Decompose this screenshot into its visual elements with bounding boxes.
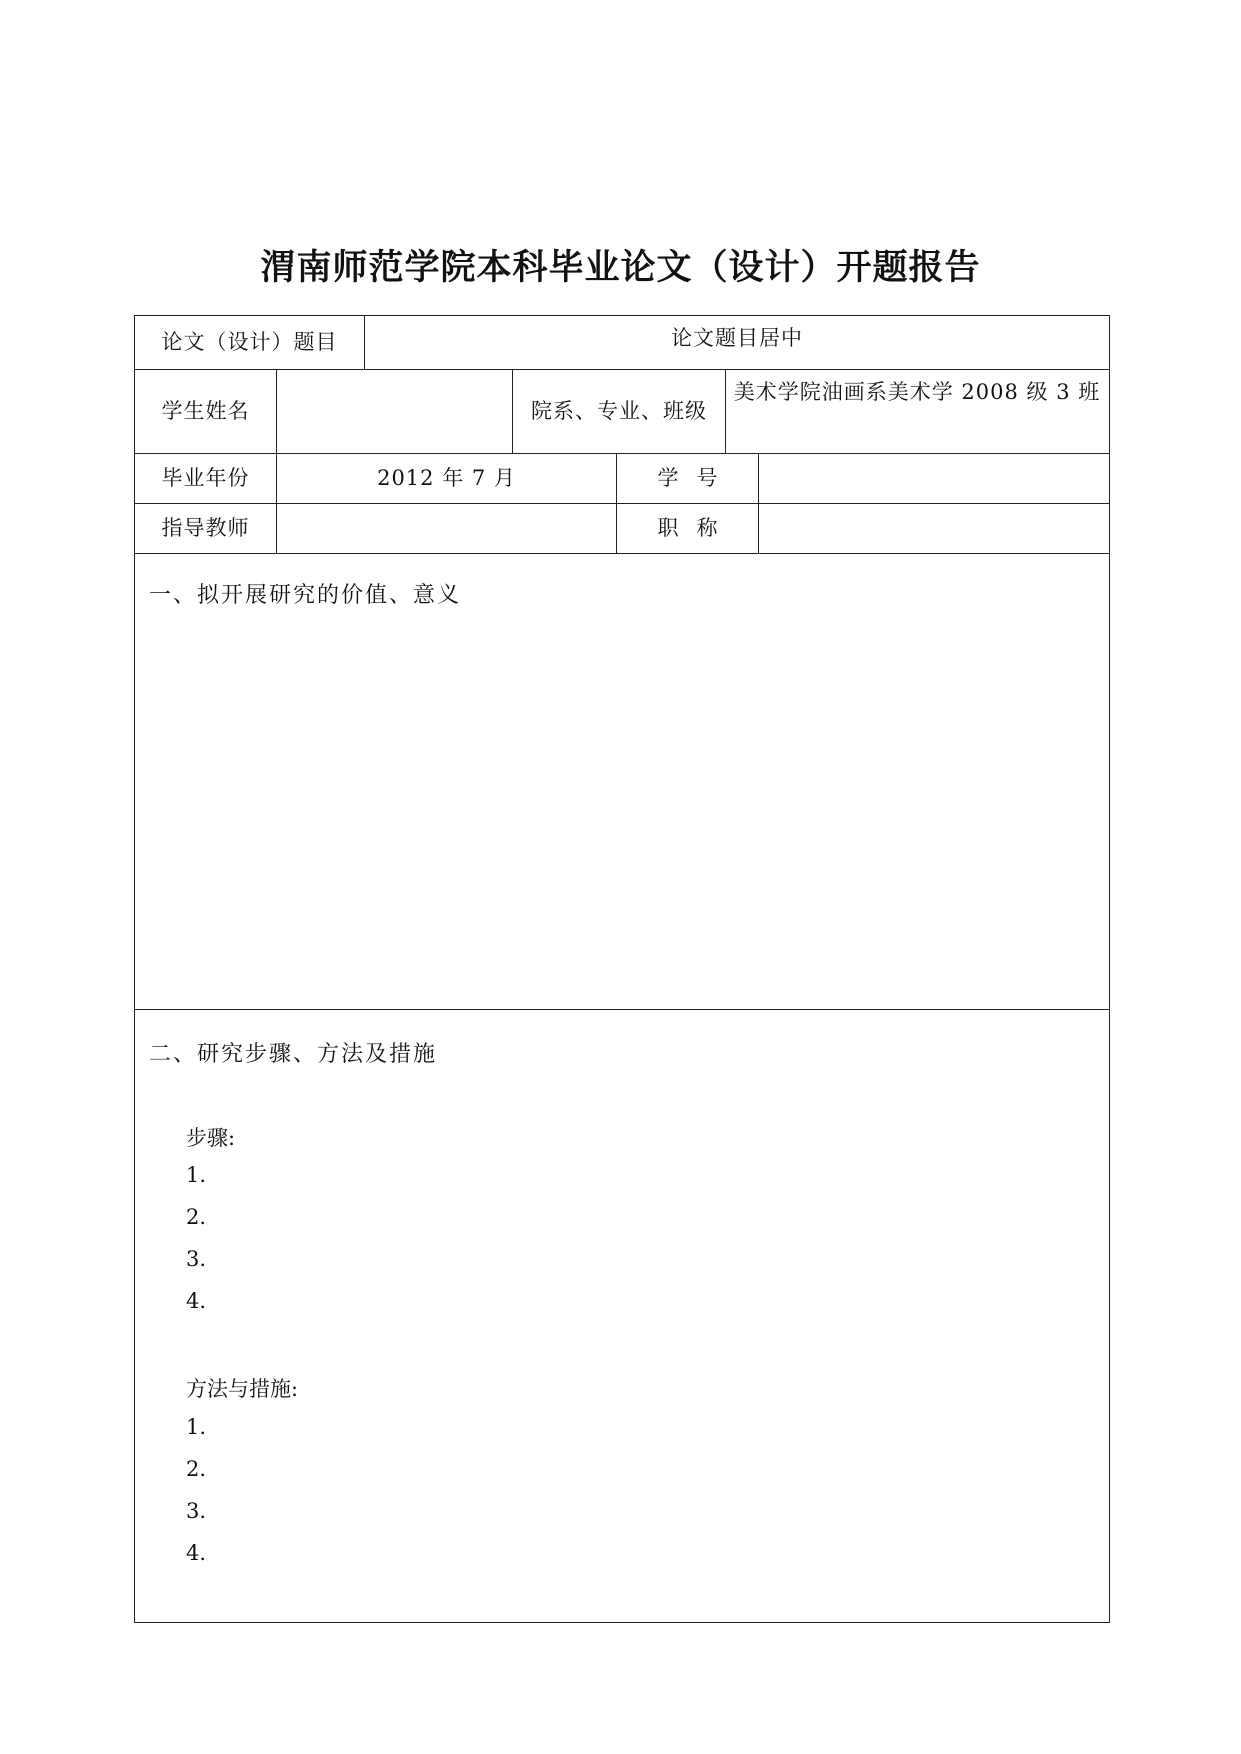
student-name-value[interactable] <box>277 370 512 453</box>
position-value[interactable] <box>759 504 1109 553</box>
advisor-value[interactable] <box>277 504 616 553</box>
step-item: 1. <box>186 1163 207 1187</box>
position-label: 职称 <box>657 515 736 540</box>
advisor-label: 指导教师 <box>161 515 250 540</box>
step-item: 2. <box>186 1205 207 1229</box>
department-value[interactable]: 美术学院油画系美术学 2008 级 3 班 <box>733 380 1101 404</box>
page-title: 渭南师范学院本科毕业论文（设计）开题报告 <box>260 248 981 288</box>
student-id-label: 学号 <box>657 465 736 490</box>
grad-year-value[interactable]: 2012 年 7 月 <box>377 465 516 490</box>
method-item: 4. <box>186 1541 207 1565</box>
report-form <box>134 315 1110 1623</box>
row-divider <box>135 1009 1109 1010</box>
thesis-title-value[interactable]: 论文题目居中 <box>671 326 803 351</box>
row-divider <box>135 553 1109 554</box>
method-item: 1. <box>186 1415 207 1439</box>
student-name-label: 学生姓名 <box>161 398 250 423</box>
methods-label: 方法与措施: <box>186 1377 299 1401</box>
section-methods-heading: 二、研究步骤、方法及措施 <box>149 1042 438 1067</box>
step-item: 3. <box>186 1247 207 1271</box>
col-divider <box>725 369 726 453</box>
thesis-title-label: 论文（设计）题目 <box>161 329 338 354</box>
grad-year-label: 毕业年份 <box>161 465 250 490</box>
student-id-value[interactable] <box>759 454 1109 503</box>
step-item: 4. <box>186 1289 207 1313</box>
steps-label: 步骤: <box>186 1126 236 1150</box>
method-item: 2. <box>186 1457 207 1481</box>
department-label: 院系、专业、班级 <box>531 398 707 423</box>
section-value-heading: 一、拟开展研究的价值、意义 <box>149 583 462 608</box>
method-item: 3. <box>186 1499 207 1523</box>
